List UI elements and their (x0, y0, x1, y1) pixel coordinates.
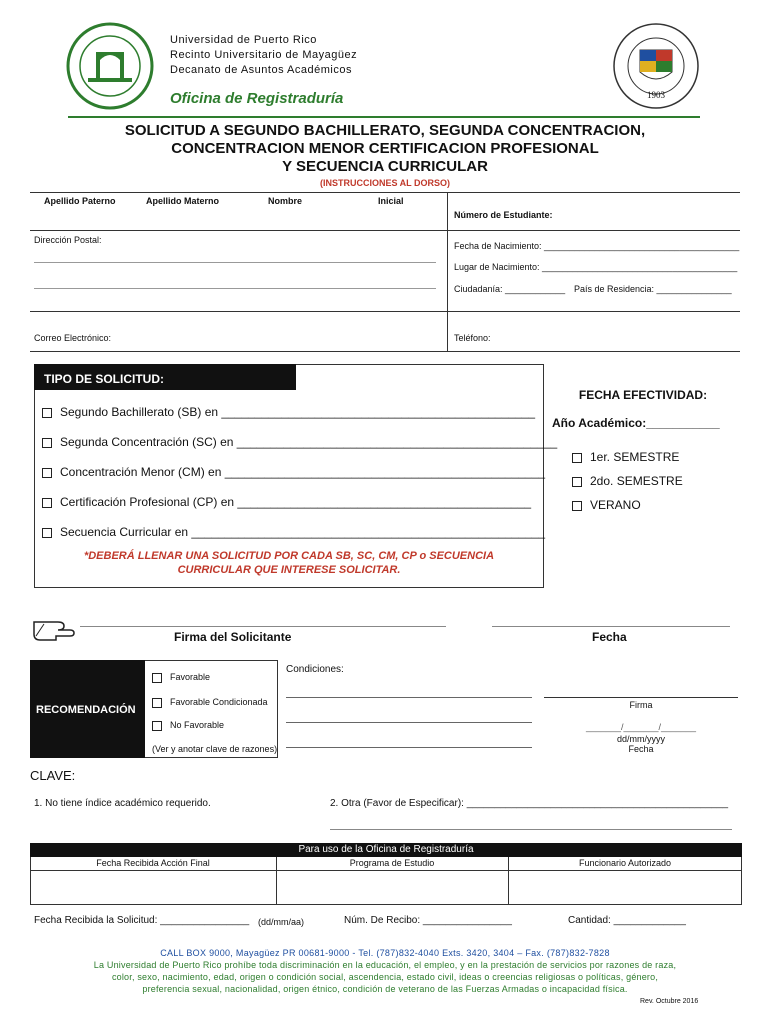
tipo-option-secuencia[interactable] (42, 525, 545, 539)
label-numero-estudiante: Número de Estudiante: (454, 210, 553, 220)
field-ciudadania[interactable]: Ciudadanía: ____________ (454, 284, 566, 294)
seal-year: 1903 (647, 90, 665, 100)
recomendacion-label: RECOMENDACIÓN (30, 660, 145, 758)
tipo-label-sc: Segunda Concentración (SC) en ________________________________________________ (60, 435, 558, 449)
label-ddmmaa: (dd/mm/aa) (258, 917, 305, 927)
fecha-rec-blank[interactable]: _______/_______/_______ (585, 722, 697, 732)
firma-rec-label: Firma (629, 700, 653, 710)
oficina-divider-2 (508, 857, 509, 905)
label-nombre: Nombre (268, 196, 303, 206)
tipo-label-cp: Certificación Profesional (CP) en ____________________________________________ (60, 495, 532, 509)
rec-note: (Ver y anotar clave de razones) (152, 744, 278, 754)
upr-seal-logo (612, 20, 700, 112)
label-firma-solicitante: Firma del Solicitante (174, 630, 292, 644)
rule-name (30, 230, 740, 231)
rule-top (30, 192, 740, 193)
checkbox-condicionada[interactable] (152, 698, 162, 708)
firma-fecha-line[interactable] (492, 626, 730, 627)
tipo-option-cp[interactable] (42, 495, 531, 509)
tipo-solicitud-heading: TIPO DE SOLICITUD: (34, 364, 296, 390)
firma-solicitante-line[interactable] (80, 626, 446, 627)
semestre-label-1: 1er. SEMESTRE (590, 450, 680, 464)
form-title-line2: CONCENTRACION MENOR CERTIFICACION PROFESIONAL (171, 140, 599, 157)
label-apellido-paterno: Apellido Paterno (44, 196, 116, 206)
direccion-line-1[interactable] (34, 262, 436, 263)
oficina-heading: Para uso de la Oficina de Registraduría (30, 843, 742, 857)
label-apellido-materno: Apellido Materno (146, 196, 220, 206)
label-direccion: Dirección Postal: (34, 235, 102, 245)
label-fecha: Fecha (592, 630, 627, 644)
checkbox-verano[interactable] (572, 501, 582, 511)
rec-option-condicionada[interactable] (152, 697, 268, 708)
clave-item-2-line[interactable] (330, 829, 732, 830)
pointing-hand-icon (30, 612, 76, 644)
warning-line2: CURRICULAR QUE INTERESE SOLICITAR. (177, 564, 401, 576)
rec-label-favorable: Favorable (170, 672, 211, 682)
oficina-col-1: Fecha Recibida Acción Final (96, 858, 210, 868)
form-title-line1: SOLICITUD A SEGUNDO BACHILLERATO, SEGUNDA CONCENTRACION, (124, 122, 646, 139)
footer-disclaimer-2: color, sexo, nacimiento, edad, origen o condición social, ascendencia, estado civil, ideas o creencias religiosas o políticas, género, (111, 972, 659, 982)
fecha-rec-format: dd/mm/yyyy (616, 734, 665, 744)
checkbox-cp[interactable] (42, 498, 52, 508)
office-name: Oficina de Registraduría (170, 90, 344, 107)
fecha-rec-label: Fecha (628, 744, 654, 754)
field-pais-residencia[interactable]: País de Residencia: _______________ (574, 284, 732, 294)
semestre-option-verano[interactable] (572, 498, 641, 512)
field-fecha-nacimiento[interactable]: Fecha de Nacimiento: _______________________________________ (454, 241, 740, 251)
tipo-label-sb: Segundo Bachillerato (SB) en _______________________________________________ (60, 405, 536, 419)
university-name: Universidad de Puerto Rico (170, 34, 317, 46)
firma-rec-line[interactable] (544, 697, 738, 698)
warning-line1: *DEBERÁ LLENAR UNA SOLICITUD POR CADA SB, SC, CM, CP o SECUENCIA (83, 550, 495, 562)
tipo-option-cm[interactable] (42, 465, 545, 479)
direccion-line-2[interactable] (34, 288, 436, 289)
field-telefono[interactable]: Teléfono: (454, 333, 491, 343)
campus-name: Recinto Universitario de Mayagüez (170, 49, 358, 61)
clave-item-1: 1. No tiene índice académico requerido. (34, 798, 211, 809)
footer-address: CALL BOX 9000, Mayagüez PR 00681-9000 - Tel. (787)832-4040 Exts. 3420, 3404 – Fax. (787)832-7828 (160, 948, 610, 958)
deanship-name: Decanato de Asuntos Académicos (170, 64, 352, 76)
rec-option-favorable[interactable] (152, 672, 210, 683)
field-cantidad[interactable]: Cantidad: _____________ (568, 915, 686, 926)
condiciones-line-1[interactable] (286, 697, 532, 698)
condiciones-line-2[interactable] (286, 722, 532, 723)
rec-label-condicionada: Favorable Condicionada (170, 697, 268, 707)
tipo-label-secuencia: Secuencia Curricular en _____________________________________________________ (60, 525, 546, 539)
semestre-option-1[interactable] (572, 450, 679, 464)
footer-revision: Rev. Octubre 2016 (640, 998, 699, 1005)
clave-heading: CLAVE: (30, 768, 76, 783)
clave-item-2[interactable]: 2. Otra (Favor de Especificar): _______________________________________________ (330, 798, 729, 809)
header-rule (68, 116, 700, 118)
semestre-option-2[interactable] (572, 474, 683, 488)
label-inicial: Inicial (378, 196, 404, 206)
footer-disclaimer-1: La Universidad de Puerto Rico prohíbe toda discriminación en la educación, el empleo, y en la prestación de servicios por razones de raza, (93, 960, 677, 970)
checkbox-favorable[interactable] (152, 673, 162, 683)
checkbox-secuencia[interactable] (42, 528, 52, 538)
oficina-col-2: Programa de Estudio (349, 858, 435, 868)
instructions-note: (INSTRUCCIONES AL DORSO) (319, 178, 450, 188)
rec-label-no-favorable: No Favorable (170, 720, 225, 730)
semestre-label-2: 2do. SEMESTRE (590, 474, 683, 488)
footer-disclaimer-3: preferencia sexual, nacionalidad, origen étnico, condición de veterano de las Fuerzas Armadas o incapacidad física. (142, 984, 628, 994)
form-title-line3: Y SECUENCIA CURRICULAR (282, 158, 488, 175)
ano-academico-field[interactable]: Año Académico:___________ (552, 416, 720, 430)
condiciones-line-3[interactable] (286, 747, 532, 748)
efectividad-heading: FECHA EFECTIVIDAD: (578, 388, 708, 402)
tipo-label-cm: Concentración Menor (CM) en ________________________________________________ (60, 465, 546, 479)
field-fecha-recibida[interactable]: Fecha Recibida la Solicitud: ________________ (34, 915, 250, 926)
tipo-option-sc[interactable] (42, 435, 557, 449)
rum-seal-logo (66, 22, 154, 110)
rule-contact (30, 351, 740, 352)
oficina-divider-1 (276, 857, 277, 905)
oficina-col-3: Funcionario Autorizado (578, 858, 672, 868)
field-correo[interactable]: Correo Electrónico: (34, 333, 112, 343)
checkbox-sc[interactable] (42, 438, 52, 448)
divider-personal (447, 192, 448, 352)
checkbox-2do-semestre[interactable] (572, 477, 582, 487)
tipo-option-sb[interactable] (42, 405, 535, 419)
checkbox-cm[interactable] (42, 468, 52, 478)
checkbox-sb[interactable] (42, 408, 52, 418)
checkbox-1er-semestre[interactable] (572, 453, 582, 463)
condiciones-label: Condiciones: (286, 664, 344, 675)
checkbox-no-favorable[interactable] (152, 721, 162, 731)
rec-option-no-favorable[interactable] (152, 720, 224, 731)
rule-address (30, 311, 740, 312)
field-num-recibo[interactable]: Núm. De Recibo: ________________ (344, 915, 512, 926)
semestre-label-verano: VERANO (590, 498, 641, 512)
oficina-header-rule (30, 870, 742, 871)
field-lugar-nacimiento[interactable]: Lugar de Nacimiento: _______________________________________ (454, 262, 738, 272)
